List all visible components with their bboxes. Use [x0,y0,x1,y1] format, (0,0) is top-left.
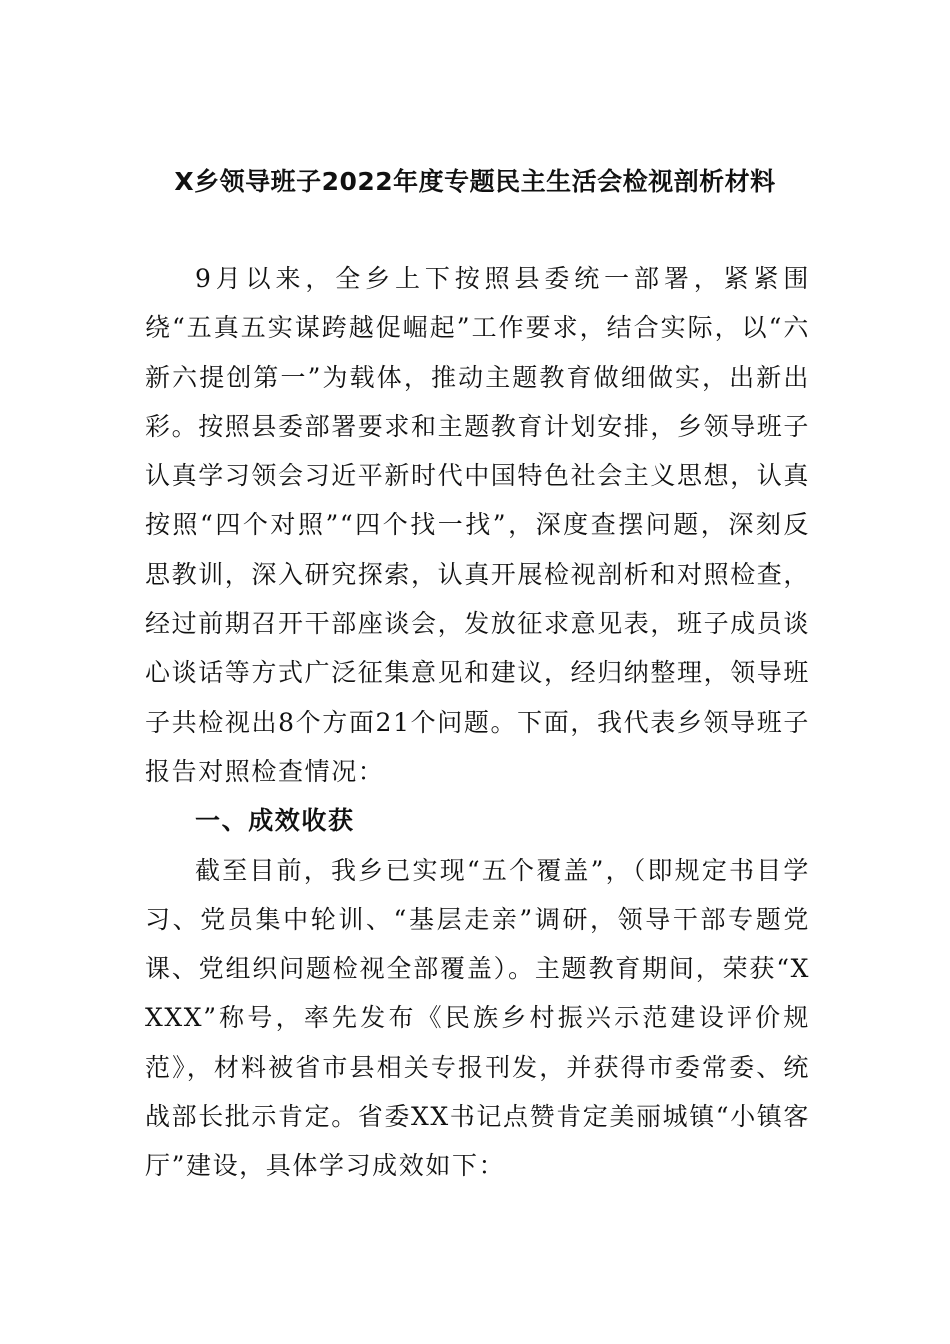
achievements-paragraph: 截至目前，我乡已实现“五个覆盖”，（即规定书目学习、党员集中轮训、“基层走亲”调研，领导干部专题党课、党组织问题检视全部覆盖）。主题教育期间，荣获“XXXX”称号，率先发布《民族乡村振兴示范建设评价规范》，材料被省市县相关专报刊发，并获得市委常委、统战部长批示肯定。省委XX书记点赞肯定美丽城镇“小镇客厅”建设，具体学习成效如下： [145,855,810,1181]
intro-paragraph: 9月以来，全乡上下按照县委统一部署，紧紧围绕“五真五实谋跨越促崛起”工作要求，结合实际，以“六新六提创第一”为载体，推动主题教育做细做实，出新出彩。按照县委部署要求和主题教育计划安排，乡领导班子认真学习领会习近平新时代中国特色社会主义思想，认真按照“四个对照”“四个找一找”，深度查摆问题，深刻反思教训，深入研究探索，认真开展检视剖析和对照检查，经过前期召开干部座谈会，发放征求意见表，班子成员谈心谈话等方式广泛征集意见和建议，经归纳整理，领导班子共检视出8个方面21个问题。下面，我代表乡领导班子报告对照检查情况： [145,264,811,786]
document-title: X乡领导班子2022年度专题民主生活会检视剖析材料 [174,167,776,196]
document-body [145,254,810,1191]
section-heading: 一、成效收获 [195,806,355,836]
